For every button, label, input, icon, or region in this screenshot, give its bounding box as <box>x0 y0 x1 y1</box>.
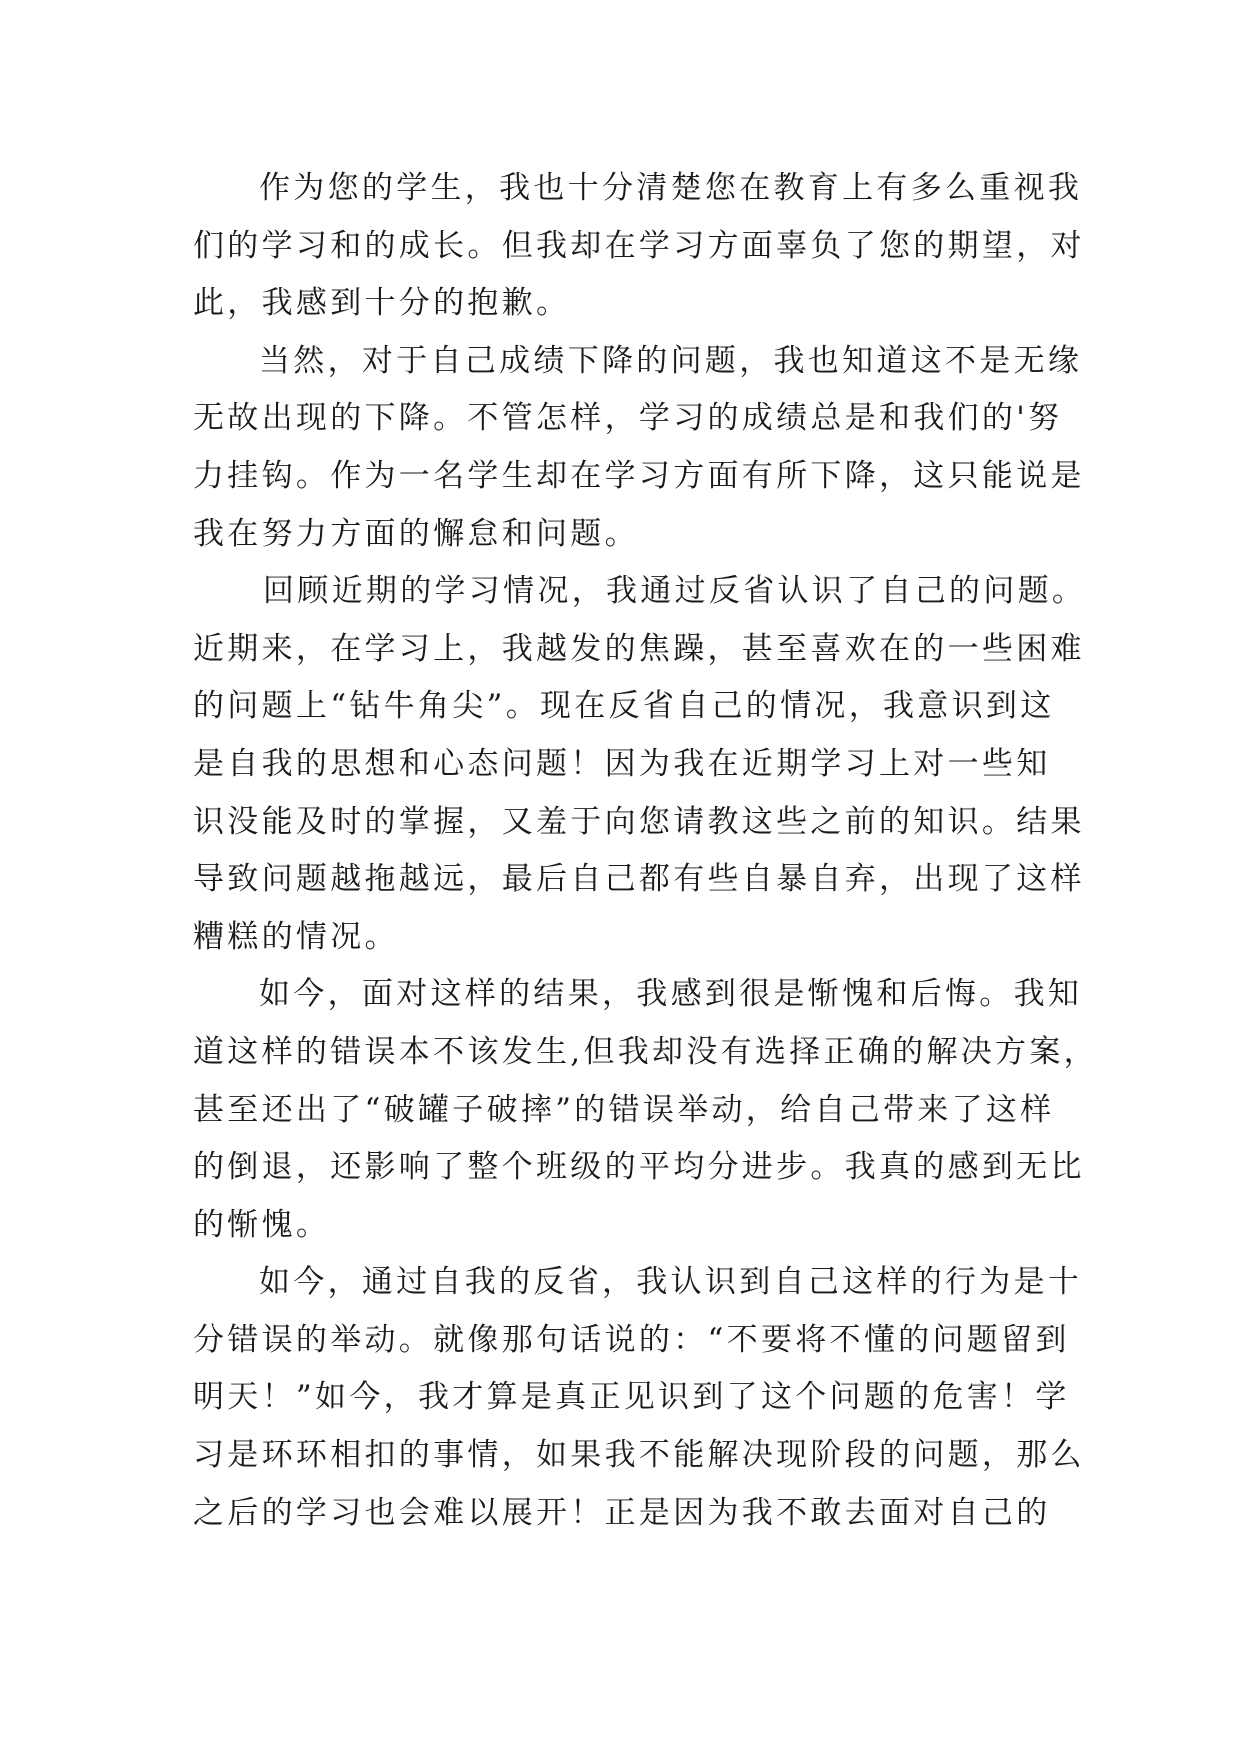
text-line: 是自我的思想和心态问题！因为我在近期学习上对一些知 <box>193 745 1051 782</box>
text-line: 甚至还出了“破罐子破摔”的错误举动，给自己带来了这样 <box>193 1091 1055 1128</box>
text-line: 我在努力方面的懈怠和问题。 <box>193 515 639 552</box>
text-line: 力挂钩。作为一名学生却在学习方面有所下降，这只能说是 <box>193 457 1085 494</box>
text-line: 明天！”如今，我才算是真正见识到了这个问题的危害！学 <box>193 1379 1070 1416</box>
text-line: 作为您的学生，我也十分清楚您在教育上有多么重视我 <box>259 170 1083 206</box>
text-line: 此，我感到十分的抱歉。 <box>193 285 571 322</box>
text-line: 回顾近期的学习情况，我通过反省认识了自己的问题。 <box>263 573 1087 610</box>
text-line: 近期来，在学习上，我越发的焦躁，甚至喜欢在的一些困难 <box>193 630 1085 667</box>
text-line: 们的学习和的成长。但我却在学习方面辜负了您的期望，对 <box>193 227 1085 264</box>
text-line: 的惭愧。 <box>193 1206 331 1243</box>
text-line: 识没能及时的掌握，又羞于向您请教这些之前的知识。结果 <box>193 803 1085 840</box>
text-line: 的倒退，还影响了整个班级的平均分进步。我真的感到无比 <box>193 1149 1085 1186</box>
text-line: 分错误的举动。就像那句话说的：“不要将不懂的问题留到 <box>193 1321 1070 1358</box>
document-body <box>193 160 1098 1542</box>
text-line: 道这样的错误本不该发生,但我却没有选择正确的解决方案， <box>193 1033 1098 1070</box>
text-line: 如今，面对这样的结果，我感到很是惭愧和后悔。我知 <box>259 976 1083 1013</box>
text-line: 糟糕的情况。 <box>193 918 399 955</box>
text-line: 如今，通过自我的反省，我认识到自己这样的行为是十 <box>259 1264 1083 1301</box>
text-line: 习是环环相扣的事情，如果我不能解决现阶段的问题，那么 <box>193 1437 1085 1474</box>
text-line: 无故出现的下降。不管怎样，学习的成绩总是和我们的'努 <box>193 400 1063 437</box>
text-line: 当然，对于自己成绩下降的问题，我也知道这不是无缘 <box>259 342 1083 379</box>
text-line: 之后的学习也会难以展开！正是因为我不敢去面对自己的 <box>193 1494 1051 1531</box>
text-line: 导致问题越拖越远，最后自己都有些自暴自弃，出现了这样 <box>193 861 1085 898</box>
text-line: 的问题上“钻牛角尖”。现在反省自己的情况，我意识到这 <box>193 688 1055 725</box>
